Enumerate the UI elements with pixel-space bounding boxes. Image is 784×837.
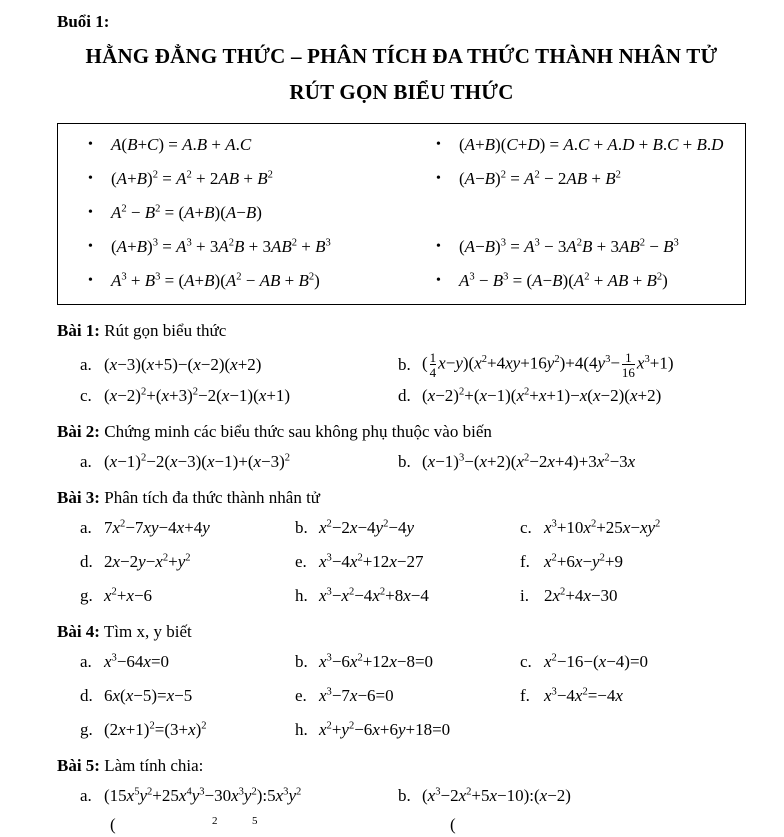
item-label: a. <box>80 786 92 805</box>
item-label: i. <box>520 586 529 605</box>
math-formula: $7x^2-7xy-4x+4y$ <box>104 518 210 537</box>
exercise-item <box>398 386 746 406</box>
exercise-item <box>398 786 746 806</box>
item-label: c. <box>520 652 532 671</box>
item-label: b. <box>295 652 308 671</box>
identity-item <box>436 128 745 162</box>
exercise-item <box>295 518 520 538</box>
bullet-icon: • <box>88 239 93 254</box>
bullet-icon: • <box>436 273 441 288</box>
exercise-number: Bài 5: <box>57 756 100 775</box>
item-label: f. <box>520 686 530 705</box>
identity-formula: $(A+B)^2 = A^2 + 2AB + B^2$ <box>111 169 273 188</box>
identities-left-column <box>58 128 436 298</box>
math-formula: $x^3+10x^2+25x-xy^2$ <box>544 518 661 537</box>
exercise-item <box>80 518 295 538</box>
math-formula: (x−3)(x+5)−(x−2)(x+2) <box>104 355 262 374</box>
exercise-items <box>57 518 746 606</box>
identity-item <box>436 230 745 264</box>
identity-formula: $(A+B)^3 = A^3 + 3A^2B + 3AB^2 + B^3$ <box>111 237 331 256</box>
exercise-item <box>80 786 398 806</box>
identity-formula: $(A-B)^3 = A^3 - 3A^2B + 3AB^2 - B^3$ <box>459 237 679 256</box>
exercise-number: Bài 1: <box>57 321 100 340</box>
bullet-icon: • <box>88 273 93 288</box>
bullet-icon: • <box>436 137 441 152</box>
identity-item <box>88 162 436 196</box>
math-formula: $x^3-64x=0$ <box>104 652 170 671</box>
bullet-icon: • <box>88 137 93 152</box>
exercise-heading <box>57 755 746 777</box>
identity-item <box>436 264 745 298</box>
exercise-bai-5 <box>57 755 746 806</box>
math-formula: $(x^3-2x^2+5x-10):(x-2)$ <box>422 786 571 805</box>
exercise-item <box>295 552 520 572</box>
exercise-item <box>295 652 520 672</box>
exercise-bai-2 <box>57 421 746 472</box>
identities-right-column <box>436 128 745 298</box>
exercise-heading <box>57 487 746 509</box>
item-label: a. <box>80 652 92 671</box>
exercise-title: Làm tính chia: <box>99 756 204 775</box>
item-label: e. <box>295 552 307 571</box>
exercise-item <box>520 686 746 706</box>
identity-item <box>88 230 436 264</box>
math-formula: $(2x+1)^2=(3+x)^2$ <box>104 720 207 739</box>
item-label: b. <box>398 355 411 374</box>
exercise-bai-3 <box>57 487 746 606</box>
math-formula: $x^3-4x^2+12x-27$ <box>319 552 424 571</box>
math-formula: $x^3-x^2-4x^2+8x-4$ <box>319 586 429 605</box>
exercise-item <box>80 355 398 375</box>
exercise-bai-4 <box>57 621 746 740</box>
item-label: h. <box>295 586 308 605</box>
identity-item <box>88 128 436 162</box>
item-label: g. <box>80 586 93 605</box>
math-formula: $x^3-6x^2+12x-8=0$ <box>319 652 434 671</box>
exercise-number: Bài 4: <box>57 622 100 641</box>
exercise-items <box>57 351 746 406</box>
exercise-item <box>80 552 295 572</box>
math-formula: $x^3-7x-6=0$ <box>319 686 394 705</box>
identity-item <box>88 264 436 298</box>
math-formula: $(x-2)^2+(x-1)(x^2+x+1)-x(x-2)(x+2)$ <box>422 386 662 405</box>
identity-item <box>436 162 745 196</box>
exercise-item <box>520 518 746 538</box>
item-label: d. <box>398 386 411 405</box>
identities-box <box>57 123 746 305</box>
math-formula: ( $\frac{1}{4}$ $x-y)(x^2+4xy+16y^2)+4(4y^3-$ $\frac{1}{16}$ $x^3+1$) <box>422 350 674 380</box>
math-formula: 6x(x−5)=x−5 <box>104 686 193 705</box>
exercise-bai-1 <box>57 320 746 406</box>
bullet-icon: • <box>436 239 441 254</box>
math-formula: $(x-1)^3-(x+2)(x^2-2x+4)+3x^2-3x$ <box>422 452 636 471</box>
item-label: e. <box>295 686 307 705</box>
exercise-heading <box>57 320 746 342</box>
clipped-next-line <box>57 815 746 834</box>
math-formula: $x^3-4x^2=-4x$ <box>544 686 623 705</box>
clipped-glyph: 5 <box>252 815 258 827</box>
item-label: d. <box>80 686 93 705</box>
item-label: c. <box>80 386 92 405</box>
item-label: g. <box>80 720 93 739</box>
clipped-glyph: ( <box>110 815 116 834</box>
exercise-heading <box>57 421 746 443</box>
exercise-item <box>80 452 398 472</box>
item-label: b. <box>398 452 411 471</box>
math-formula: $(x-1)^2-2(x-3)(x-1)+(x-3)^2$ <box>104 452 291 471</box>
exercise-item <box>295 686 520 706</box>
exercise-item <box>295 586 520 606</box>
item-label: a. <box>80 518 92 537</box>
identity-formula: A(B+C) = A.B + A.C <box>111 135 252 154</box>
item-label: a. <box>80 452 92 471</box>
exercise-item <box>80 652 295 672</box>
exercise-item <box>295 720 520 740</box>
exercise-title: Tìm x, y biết <box>99 622 192 641</box>
math-formula: $x^2+6x-y^2+9$ <box>544 552 623 571</box>
identity-formula: $A^3 + B^3 = (A+B)(A^2$ − AB + $B^2$) <box>111 271 320 290</box>
math-formula: $x^2+y^2-6x+6y+18=0$ <box>319 720 451 739</box>
exercise-items <box>57 786 746 806</box>
bullet-icon: • <box>88 171 93 186</box>
exercise-heading <box>57 621 746 643</box>
exercise-number: Bài 2: <box>57 422 100 441</box>
exercise-item <box>398 452 746 472</box>
item-label: h. <box>295 720 308 739</box>
math-formula: $(x-2)^2+(x+3)^2-2(x-1)(x+1)$ <box>104 386 291 405</box>
math-formula: $2x^2+4x-30$ <box>544 586 618 605</box>
item-label: f. <box>520 552 530 571</box>
exercise-title: Phân tích đa thức thành nhân tử <box>99 488 321 507</box>
exercise-item <box>80 386 398 406</box>
math-formula: $2x-2y-x^2+y^2$ <box>104 552 191 571</box>
item-label: a. <box>80 355 92 374</box>
item-label: c. <box>520 518 532 537</box>
math-formula: $x^2-16-(x-4)=0$ <box>544 652 649 671</box>
exercise-title: Chứng minh các biểu thức sau không phụ thuộc vào biến <box>99 422 492 441</box>
bullet-icon: • <box>88 205 93 220</box>
exercise-item <box>80 686 295 706</box>
exercise-item <box>80 586 295 606</box>
clipped-glyph: 2 <box>212 815 218 827</box>
exercise-item <box>520 586 746 606</box>
bullet-icon: • <box>436 171 441 186</box>
exercise-item <box>398 351 746 379</box>
identity-item <box>88 196 436 230</box>
exercise-item <box>80 720 295 740</box>
item-label: b. <box>398 786 411 805</box>
item-label: d. <box>80 552 93 571</box>
math-formula: $x^2+x-6$ <box>104 586 153 605</box>
exercise-item <box>520 552 746 572</box>
session-label: Buổi 1: <box>57 12 110 31</box>
math-formula: $x^2-2x-4y^2-4y$ <box>319 518 414 537</box>
identity-formula: (A+B)(C+D) = A.C + A.D + B.C + B.D <box>459 135 724 154</box>
identity-formula: $(A-B)^2 = A^2 - 2AB + B^2$ <box>459 169 621 188</box>
exercise-item <box>520 652 746 672</box>
identity-formula: $A^3 - B^3 = (A-B)(A^2$ + AB + $B^2$) <box>459 271 668 290</box>
exercise-number: Bài 3: <box>57 488 100 507</box>
math-formula: $(15x^5y^2+25x^4y^3-30x^3y^2):5x^3y^2$ <box>104 786 302 805</box>
page-title-line1: HẰNG ĐẲNG THỨC – PHÂN TÍCH ĐA THỨC THÀNH NHÂN TỬ <box>85 44 718 68</box>
exercise-title: Rút gọn biểu thức <box>99 321 227 340</box>
clipped-glyph: ( <box>450 815 456 834</box>
identity-item-empty <box>436 196 745 230</box>
identity-formula: $A^2 - B^2 = (A+B)(A-B)$ <box>111 203 262 222</box>
item-label: b. <box>295 518 308 537</box>
exercise-items <box>57 652 746 740</box>
exercise-items <box>57 452 746 472</box>
page-title-line2: RÚT GỌN BIỂU THỨC <box>289 80 514 104</box>
